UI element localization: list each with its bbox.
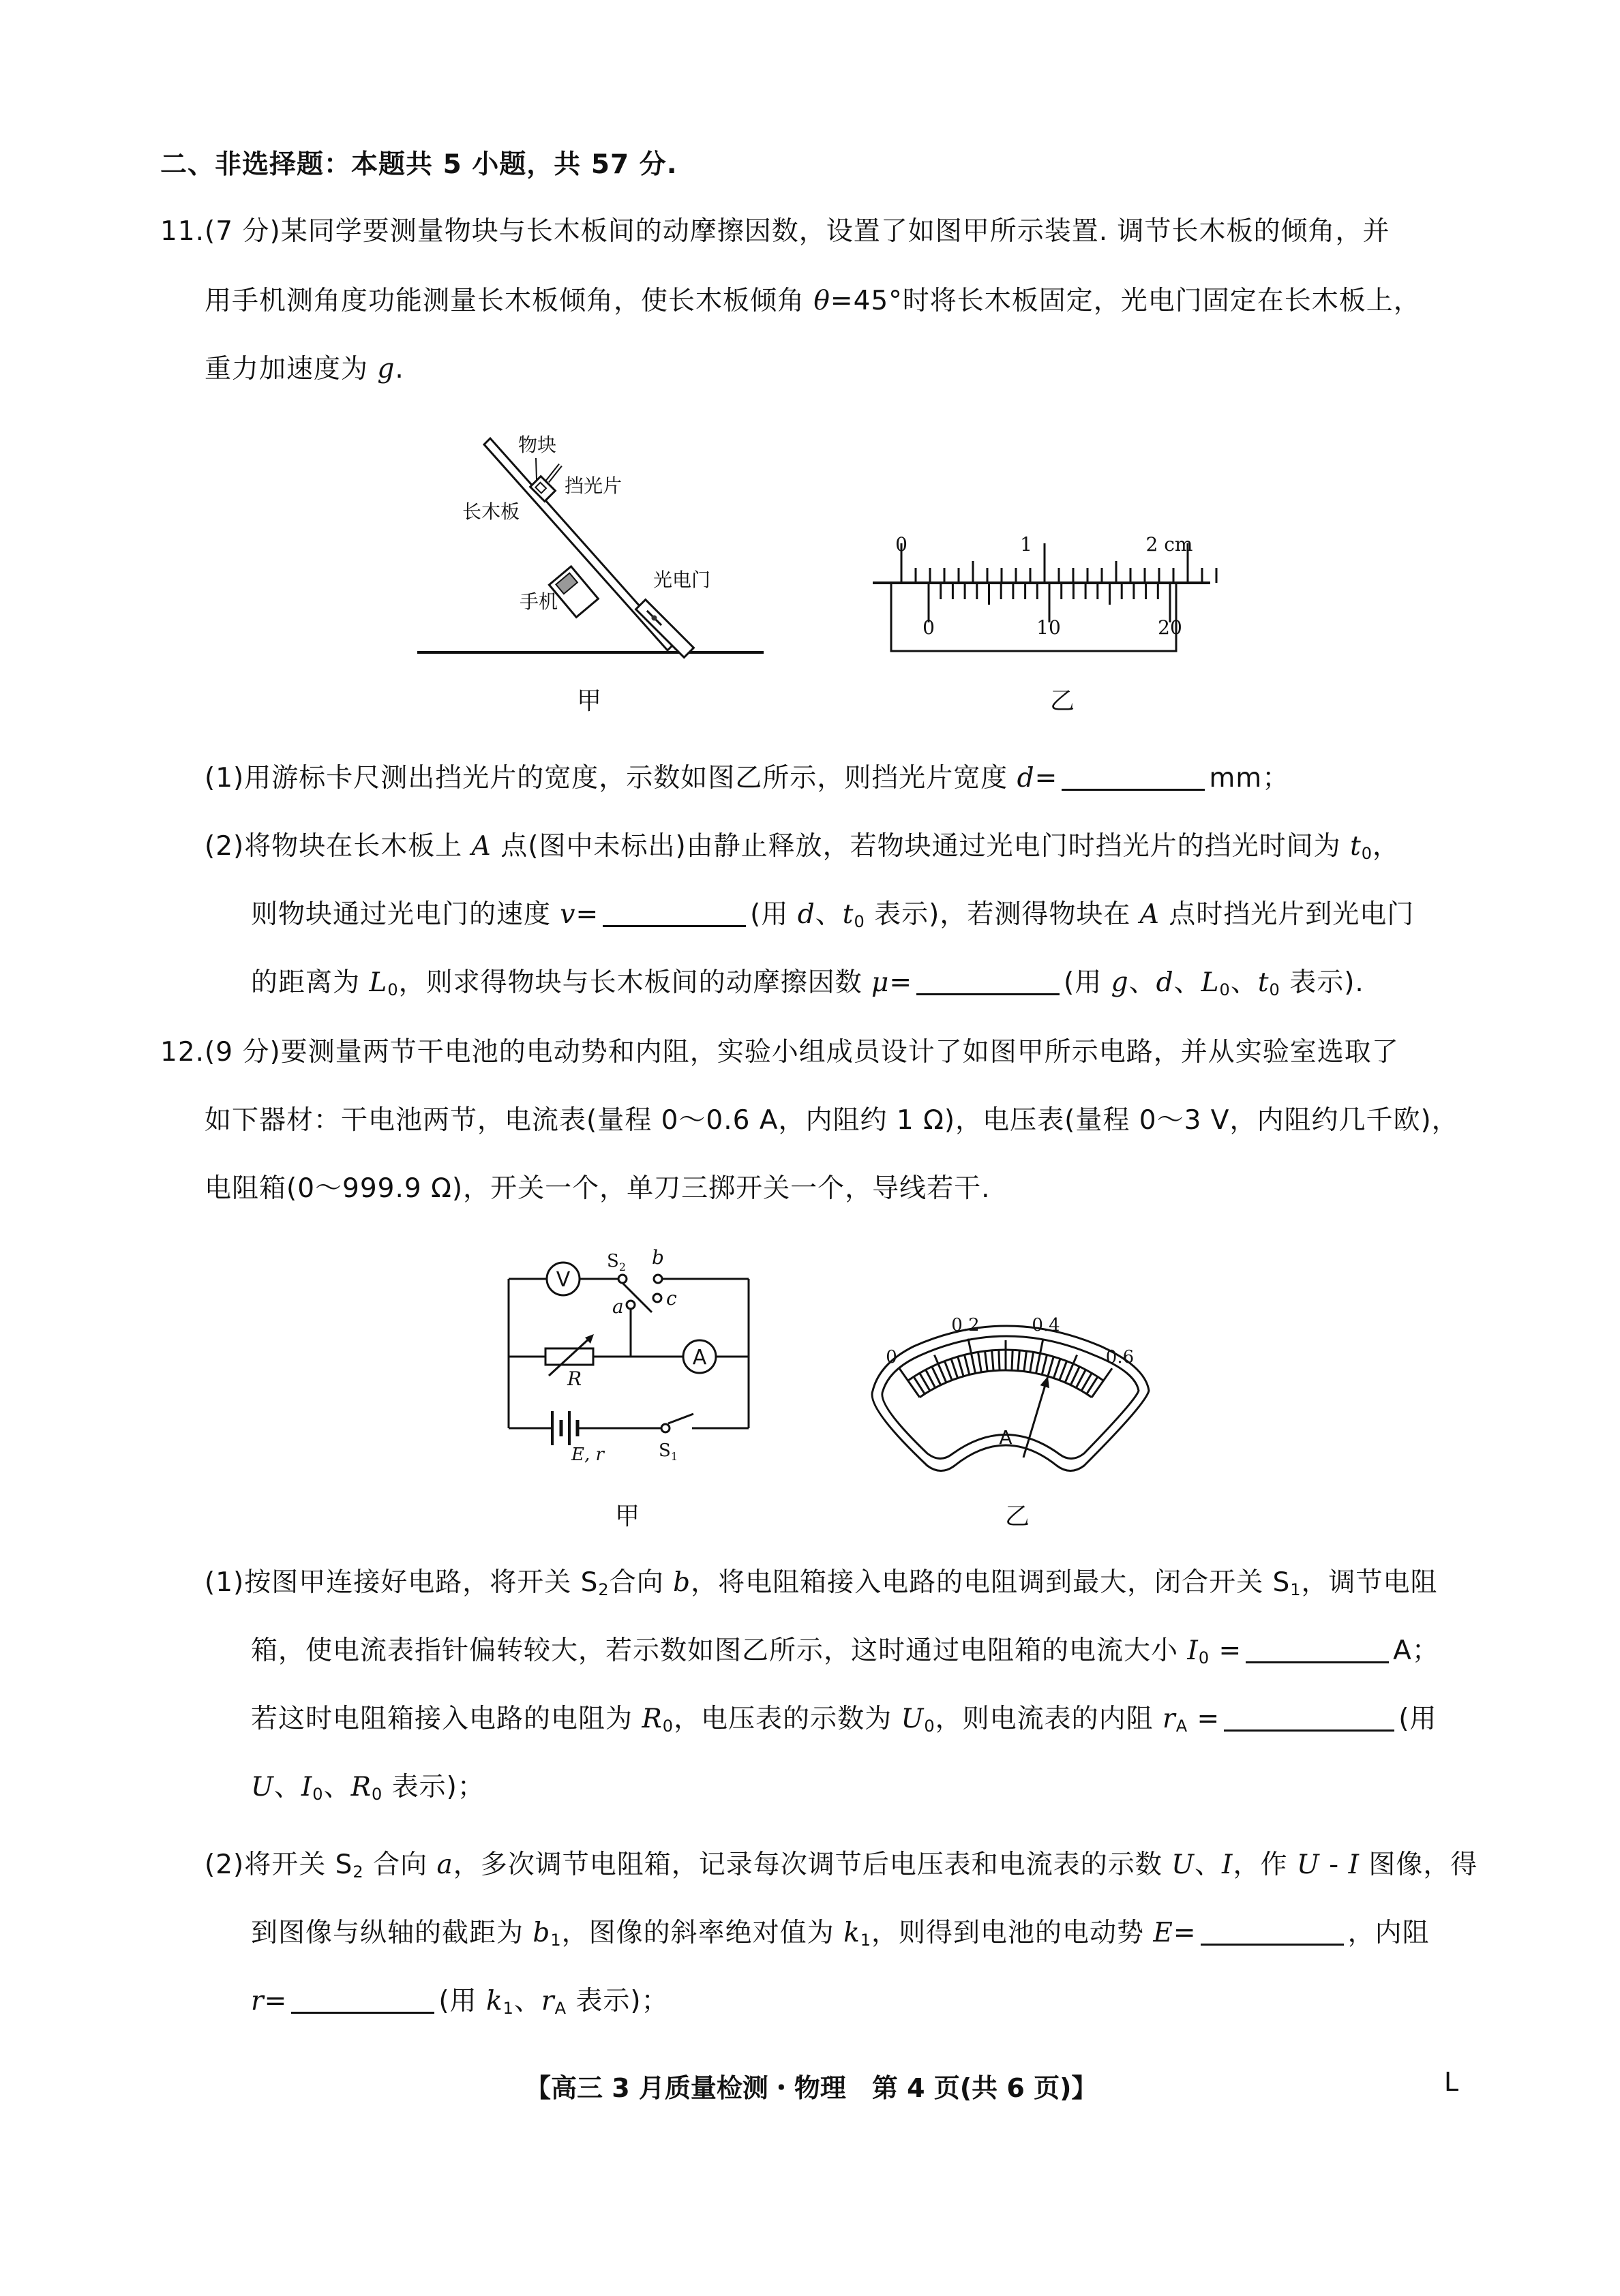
q12-sub1-line2 bbox=[251, 1635, 1439, 1674]
text: 、 bbox=[1173, 967, 1201, 998]
q11-figure-jia bbox=[409, 416, 791, 689]
q11-points: (7 分) bbox=[205, 216, 281, 247]
text: ，则得到电池的电动势 bbox=[871, 1918, 1154, 1948]
text: 则物块通过光电门的速度 bbox=[251, 899, 560, 930]
terminal-a-label: a bbox=[612, 1295, 624, 1318]
terminal-b: b bbox=[673, 1567, 691, 1598]
subscript: 2 bbox=[352, 1862, 364, 1882]
subscript: 0 bbox=[924, 1717, 935, 1736]
q12-line2: 如下器材：干电池两节，电流表(量程 0～0.6 A，内阻约 1 Ω)，电压表(量程 0～3 V，内阻约几千欧)， bbox=[205, 1105, 1459, 1136]
meter-scale-label: 0.6 bbox=[1105, 1346, 1135, 1368]
d-symbol: d bbox=[797, 899, 815, 930]
q11-line2 bbox=[205, 285, 1421, 318]
label-phone: 手机 bbox=[520, 590, 558, 613]
text: 点时挡光片到光电门 bbox=[1159, 899, 1415, 930]
block-leader-line bbox=[536, 458, 537, 480]
g-symbol: g bbox=[377, 354, 395, 384]
text: 、 bbox=[513, 1986, 541, 2016]
U-symbol: U bbox=[251, 1772, 274, 1802]
text: 表示)，若测得物块在 bbox=[865, 899, 1140, 930]
label-board: 长木板 bbox=[462, 500, 520, 523]
text: 、 bbox=[1195, 1849, 1222, 1880]
subscript: 0 bbox=[1219, 980, 1231, 999]
q12-number: 12. bbox=[160, 1037, 205, 1068]
battery-label: E, r bbox=[571, 1445, 604, 1465]
q12-sub2-line3 bbox=[251, 1985, 669, 2025]
text: = bbox=[1188, 1704, 1220, 1734]
text: = bbox=[264, 1986, 288, 2016]
answer-blank-I0[interactable] bbox=[1246, 1635, 1389, 1663]
text: = bbox=[1210, 1635, 1242, 1666]
text: . bbox=[395, 354, 404, 384]
label-photogate: 光电门 bbox=[653, 569, 711, 591]
R-symbol: R bbox=[350, 1772, 372, 1802]
text: 重力加速度为 bbox=[205, 354, 378, 384]
text: = bbox=[575, 899, 599, 930]
unit: A； bbox=[1393, 1635, 1439, 1666]
subscript: 1 bbox=[550, 1931, 562, 1950]
I-symbol: I bbox=[1222, 1849, 1233, 1880]
vernier-label-0: 0 bbox=[922, 616, 935, 639]
text: 图像，得 bbox=[1360, 1849, 1478, 1880]
b-symbol: b bbox=[532, 1918, 551, 1948]
text: ，则求得物块与长木板间的动摩擦因数 bbox=[398, 967, 871, 998]
t-symbol: t bbox=[1257, 967, 1270, 998]
text: (2)将开关 S bbox=[205, 1849, 353, 1880]
q11-line3 bbox=[205, 353, 404, 386]
point-a: A bbox=[471, 831, 492, 862]
text: 、 bbox=[273, 1772, 301, 1802]
answer-blank-d[interactable] bbox=[1062, 763, 1205, 791]
q11-sub2-line3 bbox=[251, 967, 1364, 1006]
q11-sub1 bbox=[205, 762, 1289, 795]
text: ，将电阻箱接入电路的电阻调到最大，闭合开关 S bbox=[691, 1567, 1291, 1598]
subscript: 0 bbox=[312, 1785, 324, 1804]
q12-sub2-line2 bbox=[251, 1917, 1430, 1957]
q12-caption-yi: 乙 bbox=[1005, 1502, 1030, 1530]
text: 、 bbox=[1230, 967, 1258, 998]
subscript: 1 bbox=[1290, 1580, 1302, 1599]
t-symbol: t bbox=[842, 899, 854, 930]
q12-sub1-line3 bbox=[251, 1703, 1437, 1742]
subscript: 1 bbox=[860, 1931, 871, 1950]
L-symbol: L bbox=[1201, 967, 1220, 998]
g-symbol: g bbox=[1111, 967, 1129, 998]
q12-caption-jia: 甲 bbox=[615, 1502, 640, 1530]
text: ，作 bbox=[1233, 1849, 1297, 1880]
subscript: 0 bbox=[854, 912, 865, 931]
text: (用 bbox=[438, 1986, 486, 2016]
text: (1)用游标卡尺测出挡光片的宽度，示数如图乙所示，则挡光片宽度 bbox=[205, 763, 1017, 794]
q12-line3: 电阻箱(0～999.9 Ω)，开关一个，单刀三掷开关一个，导线若干. bbox=[205, 1173, 991, 1204]
footer-code: L bbox=[1444, 2067, 1459, 2097]
q11-text: 某同学要测量物块与长木板间的动摩擦因数，设置了如图甲所示装置. 调节长木板的倾角，并 bbox=[280, 216, 1390, 247]
label-block: 物块 bbox=[518, 434, 557, 456]
text: 、 bbox=[815, 899, 843, 930]
k-symbol: k bbox=[485, 1986, 503, 2016]
E-symbol: E bbox=[1153, 1918, 1173, 1948]
q11-caption-jia: 甲 bbox=[577, 687, 602, 715]
text: 到图像与纵轴的截距为 bbox=[251, 1918, 533, 1948]
answer-blank-r[interactable] bbox=[291, 1986, 434, 2014]
text: ，则电流表的内阻 bbox=[935, 1704, 1163, 1734]
terminal-c-label: c bbox=[666, 1287, 677, 1310]
text: 合向 bbox=[609, 1567, 674, 1598]
battery-symbol bbox=[552, 1411, 578, 1445]
s1-label: $S_1$ bbox=[659, 1440, 678, 1463]
text: = bbox=[1034, 763, 1058, 794]
q12-line1 bbox=[160, 1036, 1399, 1069]
R-symbol: R bbox=[642, 1704, 663, 1734]
I-symbol: I bbox=[1348, 1849, 1360, 1880]
terminal-b-label: b bbox=[652, 1248, 664, 1269]
meter-scale-label: 0 bbox=[886, 1346, 897, 1368]
q11-line1 bbox=[160, 215, 1390, 248]
text: ，内阻 bbox=[1347, 1918, 1430, 1948]
U-symbol: U bbox=[1171, 1849, 1195, 1880]
meter-unit-label: A bbox=[999, 1426, 1012, 1449]
I-symbol: I bbox=[301, 1772, 313, 1802]
ammeter-symbol bbox=[683, 1340, 716, 1373]
page-footer: 【高三 3 月质量检测・物理 第 4 页(共 6 页)】 bbox=[525, 2073, 1098, 2103]
q12-figure-jia bbox=[498, 1248, 757, 1466]
text: 表示). bbox=[1280, 967, 1364, 998]
text: (用 bbox=[750, 899, 798, 930]
q11-sub2-line2 bbox=[251, 898, 1414, 938]
U-symbol: U bbox=[1296, 1849, 1320, 1880]
vernier-label-10: 10 bbox=[1036, 616, 1061, 639]
text: ，调节电阻 bbox=[1301, 1567, 1438, 1598]
U-symbol: U bbox=[901, 1704, 925, 1734]
s2-label: $S_2$ bbox=[607, 1251, 626, 1273]
I-symbol: I bbox=[1187, 1635, 1199, 1666]
r-symbol: r bbox=[541, 1986, 555, 2016]
voltmeter-symbol bbox=[547, 1263, 580, 1295]
text: ，图像的斜率绝对值为 bbox=[561, 1918, 844, 1948]
subscript: 0 bbox=[662, 1717, 674, 1736]
q11-number: 11. bbox=[160, 216, 205, 247]
label-shade: 挡光片 bbox=[565, 474, 622, 497]
text: (2)将物块在长木板上 bbox=[205, 831, 472, 862]
mu-symbol: μ bbox=[871, 967, 890, 998]
answer-blank-mu[interactable] bbox=[916, 967, 1060, 995]
text: ，多次调节电阻箱，记录每次调节后电压表和电流表的示数 bbox=[453, 1849, 1172, 1880]
text: = bbox=[1173, 1918, 1197, 1948]
subscript: 0 bbox=[371, 1785, 383, 1804]
subscript: 0 bbox=[1198, 1648, 1210, 1667]
terminal-a: a bbox=[436, 1849, 453, 1880]
subscript: 0 bbox=[387, 980, 399, 999]
theta-symbol: θ bbox=[813, 286, 830, 316]
subscript: 2 bbox=[598, 1580, 610, 1599]
text: 合向 bbox=[363, 1849, 437, 1880]
main-label-0: 0 bbox=[895, 533, 907, 556]
subscript: 0 bbox=[1269, 980, 1280, 999]
unit: mm； bbox=[1209, 763, 1290, 794]
meter-scale-label: 0.4 bbox=[1032, 1315, 1060, 1336]
text: =45°时将长木板固定，光电门固定在长木板上， bbox=[830, 286, 1421, 316]
subscript: A bbox=[1175, 1717, 1188, 1736]
subscript: A bbox=[554, 1999, 567, 2018]
text: ， bbox=[1372, 831, 1400, 862]
text: 表示)； bbox=[566, 1986, 669, 2016]
L-symbol: L bbox=[369, 967, 388, 998]
text: - bbox=[1319, 1849, 1349, 1880]
d-symbol: d bbox=[1017, 763, 1035, 794]
k-symbol: k bbox=[843, 1918, 860, 1948]
subscript: 1 bbox=[502, 1999, 514, 2018]
text: 、 bbox=[1128, 967, 1156, 998]
answer-blank-rA[interactable] bbox=[1224, 1704, 1394, 1732]
q12-sub2-line1 bbox=[205, 1849, 1478, 1888]
q12-text: 要测量两节干电池的电动势和内阻，实验小组成员设计了如图甲所示电路，并从实验室选取了 bbox=[280, 1037, 1399, 1068]
text: 的距离为 bbox=[251, 967, 370, 998]
text: 、 bbox=[323, 1772, 351, 1802]
r-symbol: r bbox=[1162, 1704, 1176, 1734]
q12-figure-yi bbox=[859, 1295, 1166, 1472]
text: 若这时电阻箱接入电路的电阻为 bbox=[251, 1704, 642, 1734]
voltmeter-label: V bbox=[556, 1268, 571, 1292]
section-title: 二、非选择题：本题共 5 小题，共 57 分. bbox=[160, 149, 678, 180]
ammeter-label: A bbox=[692, 1346, 707, 1370]
d-symbol: d bbox=[1156, 967, 1174, 998]
q11-figure-yi bbox=[866, 518, 1234, 654]
meter-scale-label: 0.2 bbox=[951, 1315, 980, 1336]
q11-sub2-line1 bbox=[205, 830, 1400, 870]
main-label-1: 1 bbox=[1020, 533, 1032, 556]
answer-blank-v[interactable] bbox=[603, 899, 746, 927]
r-symbol: r bbox=[251, 1986, 265, 2016]
t-symbol: t bbox=[1350, 831, 1362, 862]
text: 表示)； bbox=[382, 1772, 485, 1802]
text: (1)按图甲连接好电路，将开关 S bbox=[205, 1567, 599, 1598]
text: 用手机测角度功能测量长木板倾角，使长木板倾角 bbox=[205, 286, 814, 316]
q12-sub1-line1 bbox=[205, 1567, 1438, 1606]
meter-tick bbox=[999, 1350, 1000, 1370]
text: 箱，使电流表指针偏转较大，若示数如图乙所示，这时通过电阻箱的电流大小 bbox=[251, 1635, 1188, 1666]
v-symbol: v bbox=[560, 899, 576, 930]
text: ，电压表的示数为 bbox=[674, 1704, 901, 1734]
q11-caption-yi: 乙 bbox=[1050, 687, 1075, 715]
answer-blank-E[interactable] bbox=[1201, 1918, 1344, 1946]
switch-terminals bbox=[618, 1275, 670, 1432]
main-label-2cm: 2 cm bbox=[1145, 533, 1193, 556]
text: = bbox=[889, 967, 913, 998]
subscript: 0 bbox=[1361, 844, 1373, 863]
vernier-label-20: 20 bbox=[1158, 616, 1182, 639]
text: 点(图中未标出)由静止释放，若物块通过光电门时挡光片的挡光时间为 bbox=[491, 831, 1351, 862]
q12-sub1-line4 bbox=[251, 1771, 485, 1811]
point-a: A bbox=[1139, 899, 1160, 930]
resistor-label: R bbox=[567, 1368, 582, 1390]
q12-points: (9 分) bbox=[205, 1037, 281, 1068]
text: (用 bbox=[1398, 1704, 1437, 1734]
text: (用 bbox=[1064, 967, 1111, 998]
